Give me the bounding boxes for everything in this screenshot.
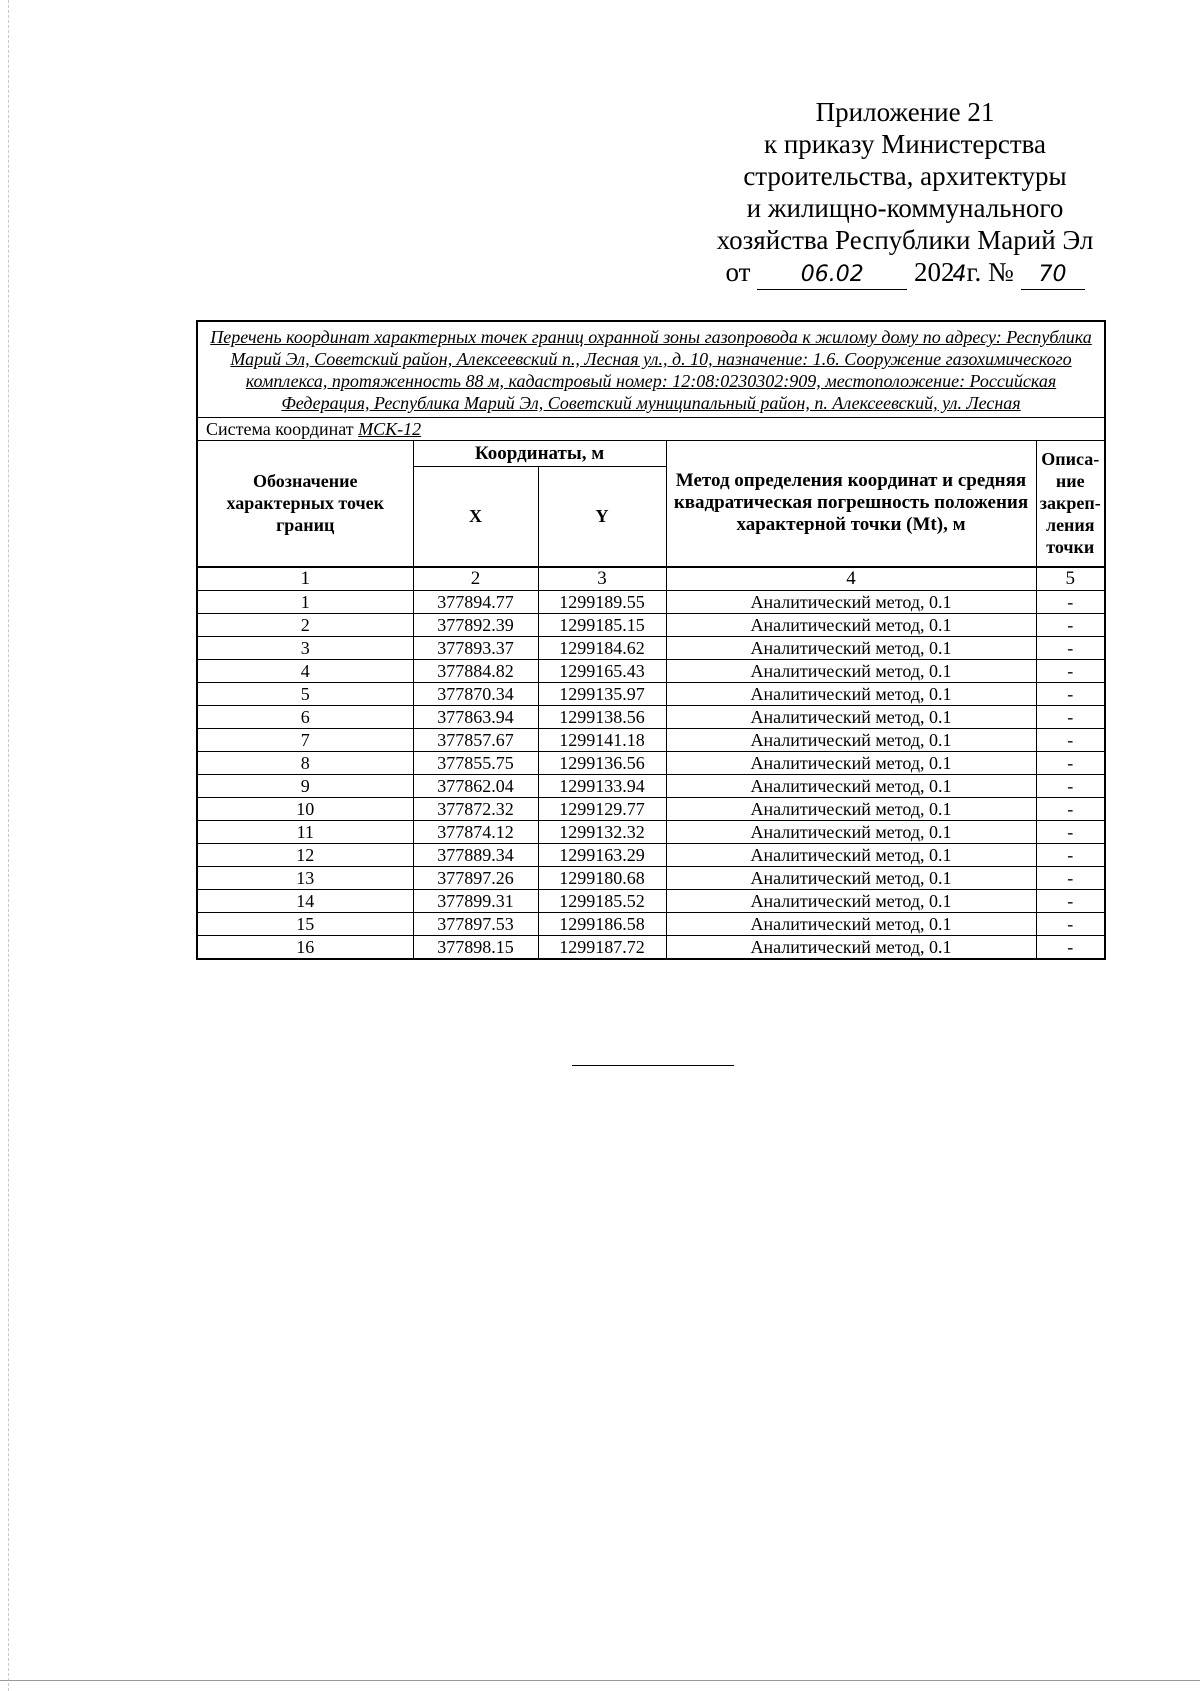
cell-x: 377857.67 bbox=[413, 728, 538, 751]
cell-point: 11 bbox=[197, 820, 413, 843]
closing-rule bbox=[572, 1065, 734, 1066]
coordinate-system-label: Система координат bbox=[206, 419, 354, 439]
table-row bbox=[197, 889, 1105, 912]
cell-description: - bbox=[1036, 590, 1105, 613]
table-row bbox=[197, 682, 1105, 705]
cell-point: 9 bbox=[197, 774, 413, 797]
cell-description: - bbox=[1036, 774, 1105, 797]
handwritten-order-number: 70 bbox=[1021, 261, 1085, 290]
cell-y: 1299132.32 bbox=[538, 820, 666, 843]
table-row bbox=[197, 912, 1105, 935]
cell-x: 377897.26 bbox=[413, 866, 538, 889]
cell-description: - bbox=[1036, 889, 1105, 912]
order-date-line bbox=[690, 256, 1120, 290]
cell-method: Аналитический метод, 0.1 bbox=[666, 866, 1036, 889]
cell-y: 1299186.58 bbox=[538, 912, 666, 935]
cell-y: 1299136.56 bbox=[538, 751, 666, 774]
cell-x: 377863.94 bbox=[413, 705, 538, 728]
cell-y: 1299187.72 bbox=[538, 935, 666, 959]
cell-x: 377889.34 bbox=[413, 843, 538, 866]
handwritten-date: 06.02 bbox=[757, 261, 907, 290]
cell-point: 1 bbox=[197, 590, 413, 613]
table-row bbox=[197, 866, 1105, 889]
cell-x: 377884.82 bbox=[413, 659, 538, 682]
cell-y: 1299180.68 bbox=[538, 866, 666, 889]
cell-description: - bbox=[1036, 705, 1105, 728]
header-point-designation: Обозначение характерных точек границ bbox=[197, 441, 413, 567]
table-row bbox=[197, 728, 1105, 751]
cell-y: 1299184.62 bbox=[538, 636, 666, 659]
cell-x: 377874.12 bbox=[413, 820, 538, 843]
table-row bbox=[197, 613, 1105, 636]
from-label: от bbox=[725, 257, 751, 287]
cell-point: 2 bbox=[197, 613, 413, 636]
scan-bottom-edge bbox=[0, 1680, 1200, 1681]
cell-description: - bbox=[1036, 935, 1105, 959]
cell-description: - bbox=[1036, 820, 1105, 843]
table-row bbox=[197, 636, 1105, 659]
table-row bbox=[197, 705, 1105, 728]
cell-x: 377898.15 bbox=[413, 935, 538, 959]
cell-description: - bbox=[1036, 659, 1105, 682]
cell-y: 1299185.15 bbox=[538, 613, 666, 636]
cell-x: 377892.39 bbox=[413, 613, 538, 636]
cell-method: Аналитический метод, 0.1 bbox=[666, 659, 1036, 682]
header-line-housing: и жилищно-коммунального bbox=[746, 193, 1064, 223]
table-row bbox=[197, 843, 1105, 866]
cell-point: 6 bbox=[197, 705, 413, 728]
cell-description: - bbox=[1036, 636, 1105, 659]
header-line-republic: хозяйства Республики Марий Эл bbox=[716, 225, 1094, 255]
cell-x: 377872.32 bbox=[413, 797, 538, 820]
cell-y: 1299135.97 bbox=[538, 682, 666, 705]
cell-point: 14 bbox=[197, 889, 413, 912]
cell-point: 4 bbox=[197, 659, 413, 682]
cell-description: - bbox=[1036, 613, 1105, 636]
cell-description: - bbox=[1036, 843, 1105, 866]
table-row bbox=[197, 797, 1105, 820]
appendix-title: Приложение 21 bbox=[815, 97, 995, 127]
cell-description: - bbox=[1036, 728, 1105, 751]
cell-method: Аналитический метод, 0.1 bbox=[666, 613, 1036, 636]
header-x: X bbox=[413, 467, 538, 567]
cell-x: 377897.53 bbox=[413, 912, 538, 935]
cell-method: Аналитический метод, 0.1 bbox=[666, 889, 1036, 912]
cell-y: 1299138.56 bbox=[538, 705, 666, 728]
cell-description: - bbox=[1036, 751, 1105, 774]
cell-method: Аналитический метод, 0.1 bbox=[666, 682, 1036, 705]
cell-point: 12 bbox=[197, 843, 413, 866]
column-number: 2 bbox=[413, 567, 538, 591]
scan-edge-line bbox=[8, 0, 9, 1691]
header-line-order: к приказу Министерства bbox=[763, 129, 1047, 159]
cell-x: 377899.31 bbox=[413, 889, 538, 912]
column-number: 5 bbox=[1036, 567, 1105, 591]
cell-method: Аналитический метод, 0.1 bbox=[666, 935, 1036, 959]
cell-method: Аналитический метод, 0.1 bbox=[666, 820, 1036, 843]
coordinates-table bbox=[196, 320, 1106, 960]
handwritten-year-digit: 4 bbox=[952, 262, 967, 287]
table-row bbox=[197, 774, 1105, 797]
header-line-construction: строительства, архитектуры bbox=[743, 161, 1067, 191]
table-row bbox=[197, 590, 1105, 613]
cell-method: Аналитический метод, 0.1 bbox=[666, 728, 1036, 751]
cell-point: 10 bbox=[197, 797, 413, 820]
table-row bbox=[197, 659, 1105, 682]
cell-x: 377870.34 bbox=[413, 682, 538, 705]
cell-point: 13 bbox=[197, 866, 413, 889]
column-number: 3 bbox=[538, 567, 666, 591]
coordinate-system-row bbox=[197, 418, 1105, 441]
cell-y: 1299165.43 bbox=[538, 659, 666, 682]
cell-x: 377893.37 bbox=[413, 636, 538, 659]
cell-description: - bbox=[1036, 797, 1105, 820]
header-coordinates: Координаты, м bbox=[413, 441, 666, 467]
cell-y: 1299129.77 bbox=[538, 797, 666, 820]
cell-method: Аналитический метод, 0.1 bbox=[666, 590, 1036, 613]
column-number: 4 bbox=[666, 567, 1036, 591]
cell-x: 377855.75 bbox=[413, 751, 538, 774]
cell-description: - bbox=[1036, 912, 1105, 935]
year-suffix: г. № bbox=[966, 257, 1014, 287]
header-y: Y bbox=[538, 467, 666, 567]
cell-method: Аналитический метод, 0.1 bbox=[666, 912, 1036, 935]
header-method: Метод определения координат и средняя квадратическая погрешность положения характерной точки (Mt), м bbox=[666, 441, 1036, 567]
cell-y: 1299189.55 bbox=[538, 590, 666, 613]
cell-y: 1299185.52 bbox=[538, 889, 666, 912]
cell-description: - bbox=[1036, 682, 1105, 705]
cell-method: Аналитический метод, 0.1 bbox=[666, 843, 1036, 866]
cell-method: Аналитический метод, 0.1 bbox=[666, 797, 1036, 820]
cell-y: 1299141.18 bbox=[538, 728, 666, 751]
coordinate-system-value: МСК-12 bbox=[358, 419, 422, 439]
cell-x: 377894.77 bbox=[413, 590, 538, 613]
cell-point: 16 bbox=[197, 935, 413, 959]
table-row bbox=[197, 751, 1105, 774]
cell-method: Аналитический метод, 0.1 bbox=[666, 774, 1036, 797]
cell-method: Аналитический метод, 0.1 bbox=[666, 636, 1036, 659]
table-title: Перечень координат характерных точек границ охранной зоны газопровода к жилому дому по адресу: Республика Марий Эл, Советский район, Алексеевский п., Лесная ул., д. 10, назначение: 1.6. Сооружение газохимического комплекса, протяженность 88 м, кадастровый номер: 12:08:0230302:909, местоположение: Российская Федерация, Республика Марий Эл, Советский муниципальный район, п. Алексеевский, ул. Лесная bbox=[197, 321, 1105, 418]
header-description: Описа-ние закреп-ления точки bbox=[1036, 441, 1105, 567]
year-prefix: 202 bbox=[913, 257, 955, 287]
cell-y: 1299133.94 bbox=[538, 774, 666, 797]
cell-method: Аналитический метод, 0.1 bbox=[666, 705, 1036, 728]
cell-description: - bbox=[1036, 866, 1105, 889]
cell-point: 8 bbox=[197, 751, 413, 774]
cell-x: 377862.04 bbox=[413, 774, 538, 797]
table-row bbox=[197, 935, 1105, 959]
appendix-header bbox=[690, 96, 1120, 290]
cell-point: 7 bbox=[197, 728, 413, 751]
cell-point: 3 bbox=[197, 636, 413, 659]
table-row bbox=[197, 820, 1105, 843]
cell-point: 5 bbox=[197, 682, 413, 705]
cell-point: 15 bbox=[197, 912, 413, 935]
cell-method: Аналитический метод, 0.1 bbox=[666, 751, 1036, 774]
column-number: 1 bbox=[197, 567, 413, 591]
cell-y: 1299163.29 bbox=[538, 843, 666, 866]
